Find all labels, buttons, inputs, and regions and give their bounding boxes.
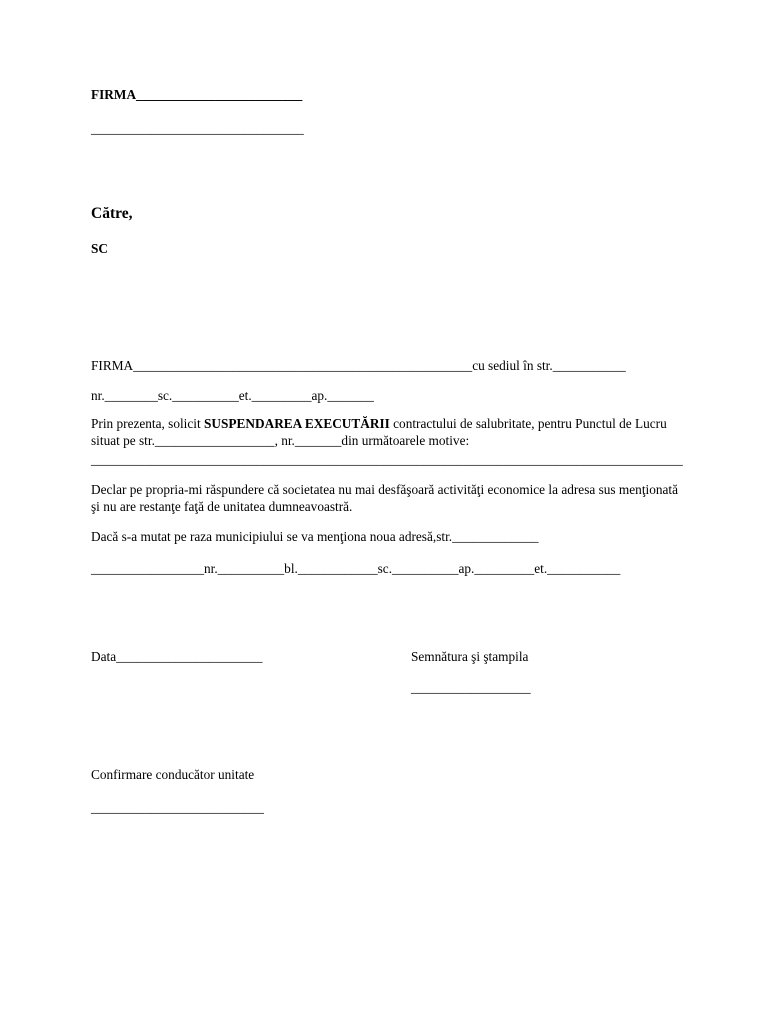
date-field: Data______________________	[91, 649, 263, 664]
signature-label: Semnătura şi ştampila	[411, 649, 529, 664]
firma-address-line: FIRMA___________________________________________________cu sediul în str.___________	[91, 358, 626, 373]
new-address-line: _________________nr.__________bl.____________sc.__________ap._________et.___________	[91, 561, 621, 576]
declaration-paragraph: Declar pe propria-mi răspundere că societatea nu mai desfăşoară activităţi economice la adresa sus menţionată şi nu are restanţe faţă de unitatea dumneavoastră.	[91, 482, 679, 514]
request-prefix: Prin prezenta, solicit	[91, 416, 204, 431]
recipient-catre: Către,	[91, 205, 133, 222]
motive-line: _________________________________________________________________________________________	[91, 452, 683, 467]
signature-line: __________________	[411, 680, 531, 695]
confirmation-label: Confirmare conducător unitate	[91, 767, 255, 782]
confirmation-line: __________________________	[91, 800, 264, 815]
request-suffix: contractului de salubritate, pentru Punctul de Lucru situat pe str.__________________, nr._______din următoarele motive:	[91, 416, 667, 448]
request-paragraph	[91, 416, 681, 449]
request-bold: SUSPENDAREA EXECUTĂRII	[204, 416, 390, 431]
moved-address-line: Dacă s-a mutat pe raza municipiului se va menţiona noua adresă,str._____________	[91, 529, 539, 544]
recipient-sc: SC	[91, 241, 108, 256]
firma-header-line: FIRMA_________________________	[91, 87, 303, 102]
firma-blank-line: ________________________________	[91, 121, 304, 136]
address-details-line: nr.________sc.__________et._________ap._______	[91, 388, 374, 403]
